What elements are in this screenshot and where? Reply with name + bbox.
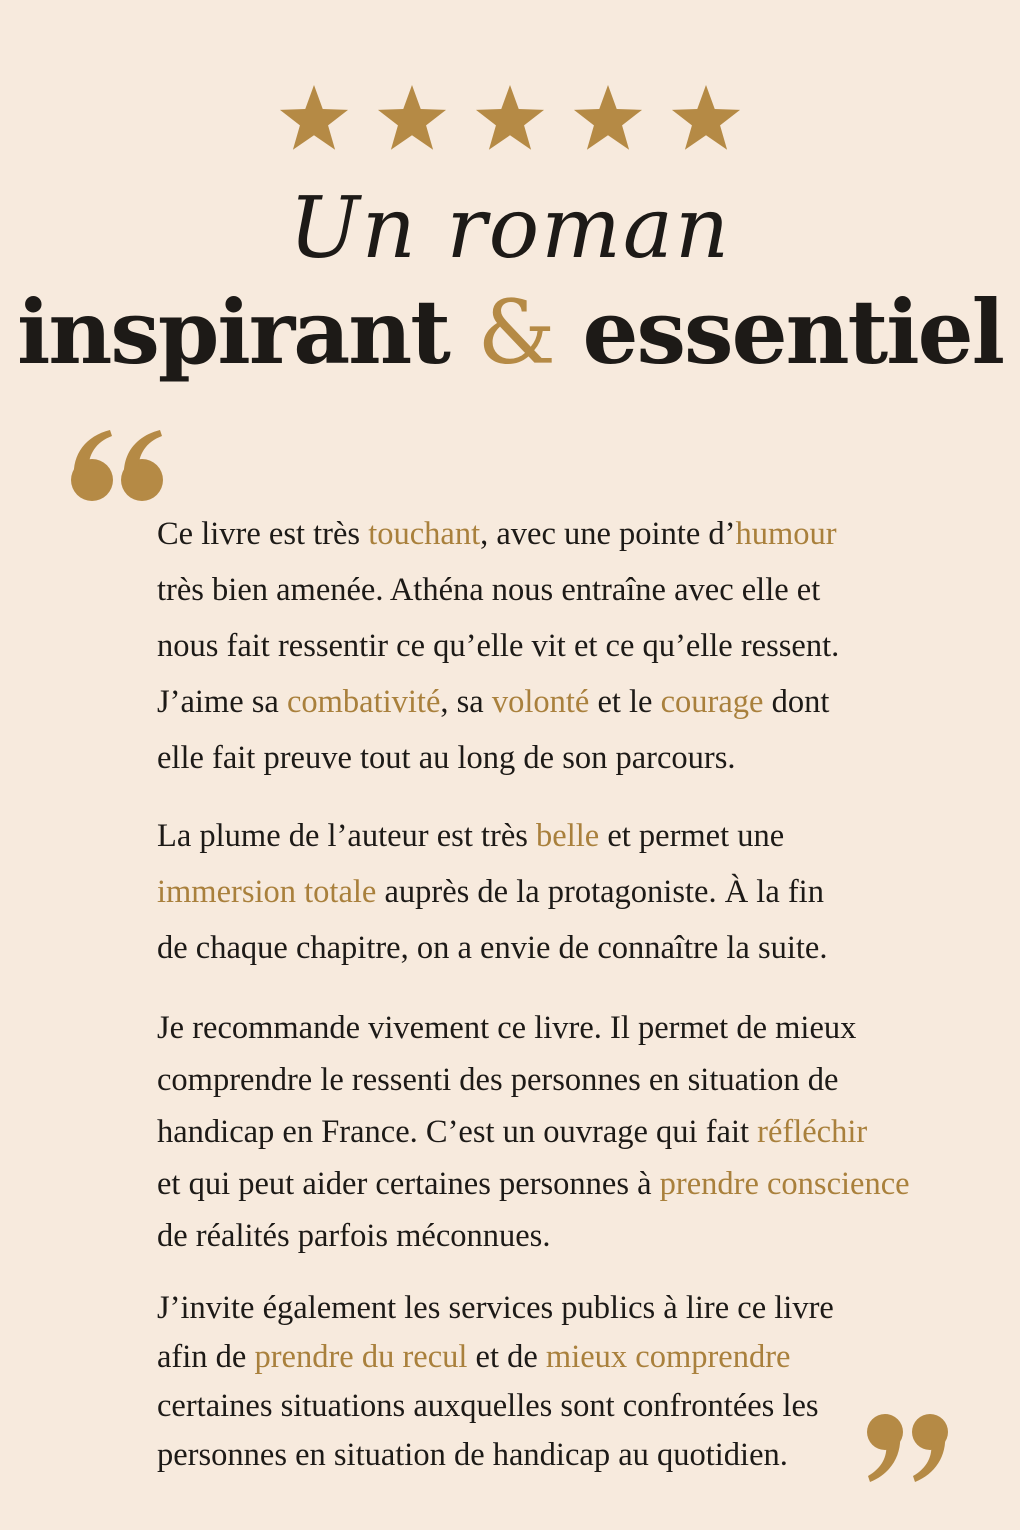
text-line: nous fait ressentir ce qu’elle vit et ce qu’elle ressent. (157, 628, 840, 664)
text-run: afin de (157, 1339, 255, 1375)
star-icon (277, 82, 351, 156)
highlight-word: mieux comprendre (545, 1339, 791, 1375)
title-word-1: inspirant (16, 280, 449, 384)
text-line (157, 808, 947, 864)
closing-quote-icon (866, 1412, 952, 1484)
text-line: personnes en situation de handicap au quotidien. (157, 1437, 788, 1473)
text-run: et le (589, 684, 661, 720)
title-word-2: essentiel (582, 280, 1004, 384)
review-paragraph (157, 1284, 947, 1480)
text-line: de chaque chapitre, on a envie de connaître la suite. (157, 930, 828, 966)
title-ampersand: & (477, 281, 554, 384)
highlight-word: combativité (286, 684, 441, 720)
highlight-word: touchant (368, 516, 481, 552)
text-line (157, 864, 947, 920)
text-line: de réalités parfois méconnues. (157, 1218, 551, 1254)
star-icon (669, 82, 743, 156)
text-line (157, 1106, 947, 1158)
text-run: Ce livre est très (157, 516, 369, 552)
review-paragraph (157, 1002, 947, 1262)
text-run: handicap en France. C’est un ouvrage qui fait (157, 1114, 758, 1150)
text-run: , avec une pointe d’ (480, 516, 736, 552)
highlight-word: réfléchir (757, 1114, 868, 1150)
star-icon (473, 82, 547, 156)
script-title: Un roman (288, 179, 732, 277)
text-run: dont (763, 684, 830, 720)
text-line: très bien amenée. Athéna nous entraîne avec elle et (157, 572, 821, 608)
star-rating (0, 82, 1020, 156)
text-line: Je recommande vivement ce livre. Il permet de mieux (157, 1010, 857, 1046)
highlight-word: prendre conscience (659, 1166, 910, 1202)
text-line (157, 1158, 947, 1210)
star-icon (375, 82, 449, 156)
highlight-word: courage (660, 684, 764, 720)
highlight-word: prendre du recul (254, 1339, 468, 1375)
text-run: auprès de la protagoniste. À la fin (376, 874, 824, 910)
text-line (157, 506, 947, 562)
highlight-word: humour (735, 516, 837, 552)
text-run: , sa (440, 684, 492, 720)
text-line: comprendre le ressenti des personnes en situation de (157, 1062, 839, 1098)
text-line: J’invite également les services publics à lire ce livre (157, 1290, 834, 1326)
text-line (157, 674, 947, 730)
highlight-word: immersion totale (157, 874, 377, 910)
text-run: et qui peut aider certaines personnes à (157, 1166, 660, 1202)
highlight-word: volonté (491, 684, 590, 720)
text-line: certaines situations auxquelles sont confrontées les (157, 1388, 819, 1424)
text-run: et de (467, 1339, 546, 1375)
text-line: elle fait preuve tout au long de son parcours. (157, 740, 736, 776)
review-paragraph (157, 808, 947, 976)
main-title (0, 282, 1020, 383)
review-paragraph (157, 506, 947, 786)
star-icon (571, 82, 645, 156)
opening-quote-icon (70, 428, 166, 504)
highlight-word: belle (536, 818, 600, 854)
text-run: et permet une (599, 818, 785, 854)
text-line (157, 1333, 947, 1382)
text-run: La plume de l’auteur est très (157, 818, 537, 854)
review-text (157, 506, 947, 1480)
text-run: J’aime sa (157, 684, 287, 720)
